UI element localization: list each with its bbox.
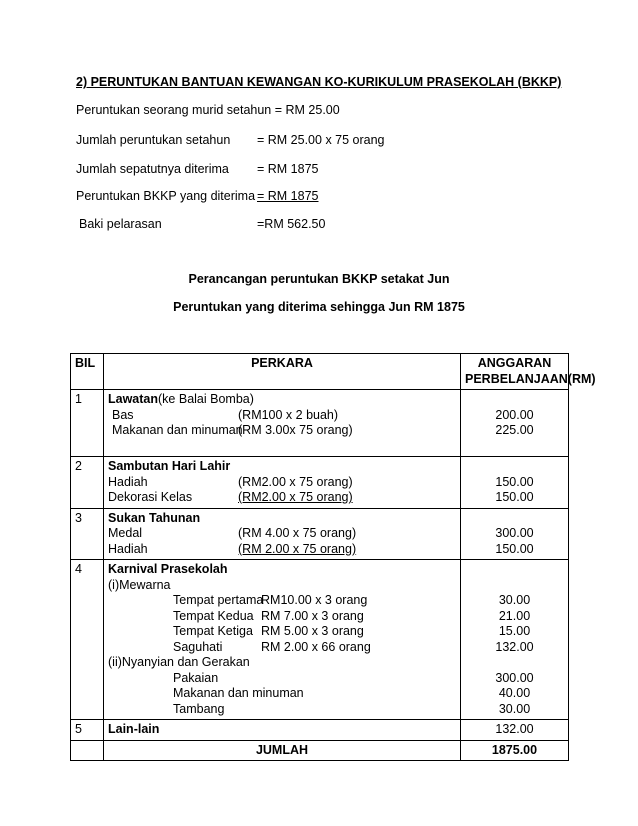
- item-amount: 300.00: [495, 670, 534, 685]
- item-detail: (RM 3.00x 75 orang): [238, 423, 353, 437]
- item-name: Tempat pertama: [173, 593, 264, 607]
- item-name: Medal: [108, 526, 143, 540]
- header-anggaran: [461, 354, 596, 390]
- table-row: [71, 508, 569, 560]
- item-detail: (RM2.00 x 75 orang): [238, 474, 353, 489]
- row-amounts: [461, 560, 569, 720]
- row-title-note: (ke Balai Bomba): [158, 392, 254, 406]
- info-label: Peruntukan seorang murid setahun = RM 25.00: [76, 103, 340, 117]
- item-detail: (RM2.00 x 75 orang): [238, 490, 353, 504]
- row-perkara: [104, 508, 461, 560]
- info-value: = RM 1875: [257, 189, 319, 203]
- row-perkara: [104, 720, 461, 741]
- header-anggaran-line1: ANGGARAN: [477, 356, 552, 370]
- total-amount: 1875.00: [461, 740, 569, 761]
- item-amount: 225.00: [495, 423, 534, 437]
- item-amount: 15.00: [498, 624, 531, 638]
- item-amount: 30.00: [498, 593, 531, 607]
- row-amounts: [461, 457, 569, 509]
- item-name: Hadiah: [108, 474, 148, 489]
- row-bil: 4: [71, 560, 104, 720]
- sub-heading: (ii)Nyanyian dan Gerakan: [108, 655, 250, 669]
- item-name: Hadiah: [108, 541, 148, 556]
- item-name: Tempat Ketiga: [173, 624, 253, 638]
- row-title: Sambutan Hari Lahir: [108, 459, 231, 473]
- info-label: Jumlah sepatutnya diterima: [76, 162, 229, 176]
- item-amount: 150.00: [495, 541, 534, 556]
- item-name: Tempat Kedua: [173, 608, 254, 623]
- item-amount: 30.00: [498, 701, 531, 716]
- row-bil: 2: [71, 457, 104, 509]
- header-anggaran-line2: PERBELANJAAN(RM): [465, 371, 596, 386]
- item-detail: (RM 4.00 x 75 orang): [238, 526, 357, 540]
- row-title: Lain-lain: [108, 722, 160, 736]
- info-value: = RM 25.00 x 75 orang: [257, 133, 385, 147]
- table-row: [71, 390, 569, 457]
- item-amount: 132.00: [495, 639, 534, 654]
- item-detail: RM 2.00 x 66 orang: [261, 639, 371, 654]
- item-amount: 150.00: [495, 474, 534, 489]
- row-perkara: [104, 390, 461, 457]
- table-total-row: [71, 740, 569, 761]
- item-name: Pakaian: [173, 670, 219, 685]
- item-name: Tambang: [173, 701, 225, 716]
- row-title: Lawatan: [108, 392, 159, 406]
- plan-subtitle: Peruntukan yang diterima sehingga Jun RM 1875: [173, 300, 465, 314]
- item-name: Bas: [112, 407, 134, 422]
- table-row: [71, 720, 569, 741]
- item-amount: 300.00: [495, 526, 534, 540]
- item-detail: (RM100 x 2 buah): [238, 407, 339, 422]
- item-detail: (RM 2.00 x 75 orang): [238, 541, 357, 556]
- item-amount: 200.00: [495, 407, 534, 422]
- row-title: Sukan Tahunan: [108, 510, 201, 525]
- info-label: Baki pelarasan: [79, 217, 162, 231]
- item-detail: RM 5.00 x 3 orang: [261, 624, 364, 638]
- item-detail: RM 7.00 x 3 orang: [261, 608, 364, 623]
- info-value: = RM 1875: [257, 162, 319, 176]
- row-title: Karnival Prasekolah: [108, 562, 228, 576]
- row-bil: 3: [71, 508, 104, 560]
- item-name: Makanan dan minuman: [173, 686, 304, 700]
- total-bil-cell: [71, 740, 104, 761]
- item-amount: 40.00: [498, 686, 531, 700]
- info-value: =RM 562.50: [257, 217, 326, 231]
- plan-title: Perancangan peruntukan BKKP setakat Jun: [188, 272, 450, 286]
- section-heading: 2) PERUNTUKAN BANTUAN KEWANGAN KO-KURIKULUM PRASEKOLAH (BKKP): [76, 75, 562, 89]
- row-bil: 1: [71, 390, 104, 457]
- item-amount: 21.00: [498, 608, 531, 623]
- item-name: Makanan dan minuman: [112, 423, 243, 437]
- item-amount: 150.00: [495, 490, 534, 504]
- item-name: Saguhati: [173, 639, 223, 654]
- table-row: [71, 457, 569, 509]
- item-name: Dekorasi Kelas: [108, 490, 193, 504]
- header-bil: BIL: [71, 354, 104, 390]
- sub-heading: (i)Mewarna: [108, 577, 171, 592]
- item-detail: RM10.00 x 3 orang: [261, 593, 368, 607]
- info-label: Peruntukan BKKP yang diterima: [76, 189, 256, 203]
- row-amounts: [461, 390, 569, 457]
- table-row: [71, 560, 569, 720]
- row-amounts: [461, 508, 569, 560]
- row-bil: 5: [71, 720, 104, 741]
- row-perkara: [104, 457, 461, 509]
- row-perkara: [104, 560, 461, 720]
- table-header-row: [71, 354, 569, 390]
- info-label: Jumlah peruntukan setahun: [76, 133, 231, 147]
- item-amount: 132.00: [461, 720, 569, 741]
- total-label: JUMLAH: [104, 740, 461, 761]
- budget-table: [70, 353, 596, 761]
- header-perkara: PERKARA: [104, 354, 461, 390]
